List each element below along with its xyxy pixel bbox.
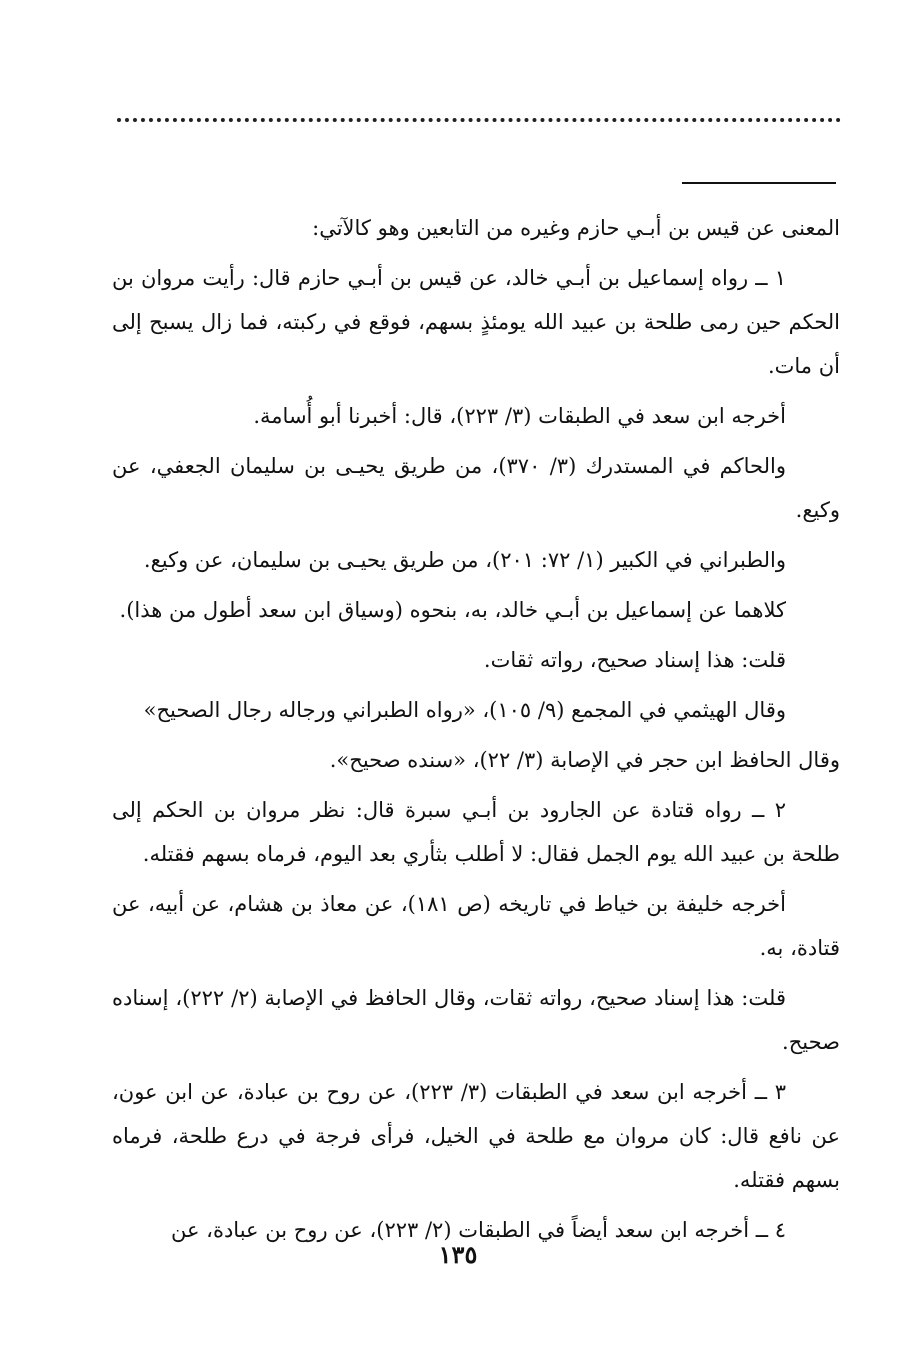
paragraph-haythami: وقال الهيثمي في المجمع (٩/ ١٠٥)، «رواه الطبراني ورجاله رجال الصحيح» [143,698,786,722]
paragraph-source-khalifa: أخرجه خليفة بن خياط في تاريخه (ص ١٨١)، عن معاذ بن هشام، عن أبيه، عن قتادة، به. [112,892,840,960]
page-body [112,206,840,1258]
paragraph-ibn-hajar: وقال الحافظ ابن حجر في الإصابة (٣/ ٢٢)، «سنده صحيح». [329,748,840,772]
paragraph-grading-2: قلت: هذا إسناد صحيح، رواته ثقات، وقال الحافظ في الإصابة (٢/ ٢٢٢)، إسناده صحيح. [112,986,840,1054]
paragraph-source-tabarani: والطبراني في الكبير (١/ ٧٢: ٢٠١)، من طريق يحيـى بن سليمان، عن وكيع. [143,548,786,572]
paragraph-grading-1: قلت: هذا إسناد صحيح، رواته ثقات. [483,648,786,672]
paragraph-narration-1: ١ ــ رواه إسماعيل بن أبـي خالد، عن قيس بن أبـي حازم قال: رأيت مروان بن الحكم حين رمى طلحة بن عبيد الله يومئذٍ بسهم، فوقع في ركبته، فما زال يسبح إلى أن مات. [112,266,840,378]
paragraph-narration-3: ٣ ــ أخرجه ابن سعد في الطبقات (٣/ ٢٢٣)، عن روح بن عبادة، عن ابن عون، عن نافع قال: كان مروان مع طلحة في الخيل، فرأى فرجة في درع طلحة، فرماه بسهم فقتله. [112,1080,840,1192]
page-number: ١٣٥ [438,1240,478,1269]
dotted-separator [117,118,841,122]
paragraph-intro: المعنى عن قيس بن أبـي حازم وغيره من التابعين وهو كالآتي: [312,216,840,240]
paragraph-both-from-ismail: كلاهما عن إسماعيل بن أبـي خالد، به، بنحوه (وسياق ابن سعد أطول من هذا). [119,598,786,622]
paragraph-narration-4: ٤ ــ أخرجه ابن سعد أيضاً في الطبقات (٢/ ٢٢٣)، عن روح بن عبادة، عن [170,1218,786,1242]
paragraph-source-hakim: والحاكم في المستدرك (٣/ ٣٧٠)، من طريق يحيـى بن سليمان الجعفي، عن وكيع. [112,454,840,522]
footnote-rule [682,182,836,184]
paragraph-narration-2: ٢ ــ رواه قتادة عن الجارود بن أبـي سبرة قال: نظر مروان بن الحكم إلى طلحة بن عبيد الله يوم الجمل فقال: لا أطلب بثأري بعد اليوم، فرماه بسهم فقتله. [112,798,840,866]
paragraph-source-ibn-saad: أخرجه ابن سعد في الطبقات (٣/ ٢٢٣)، قال: أخبرنا أبو أُسامة. [253,404,786,428]
